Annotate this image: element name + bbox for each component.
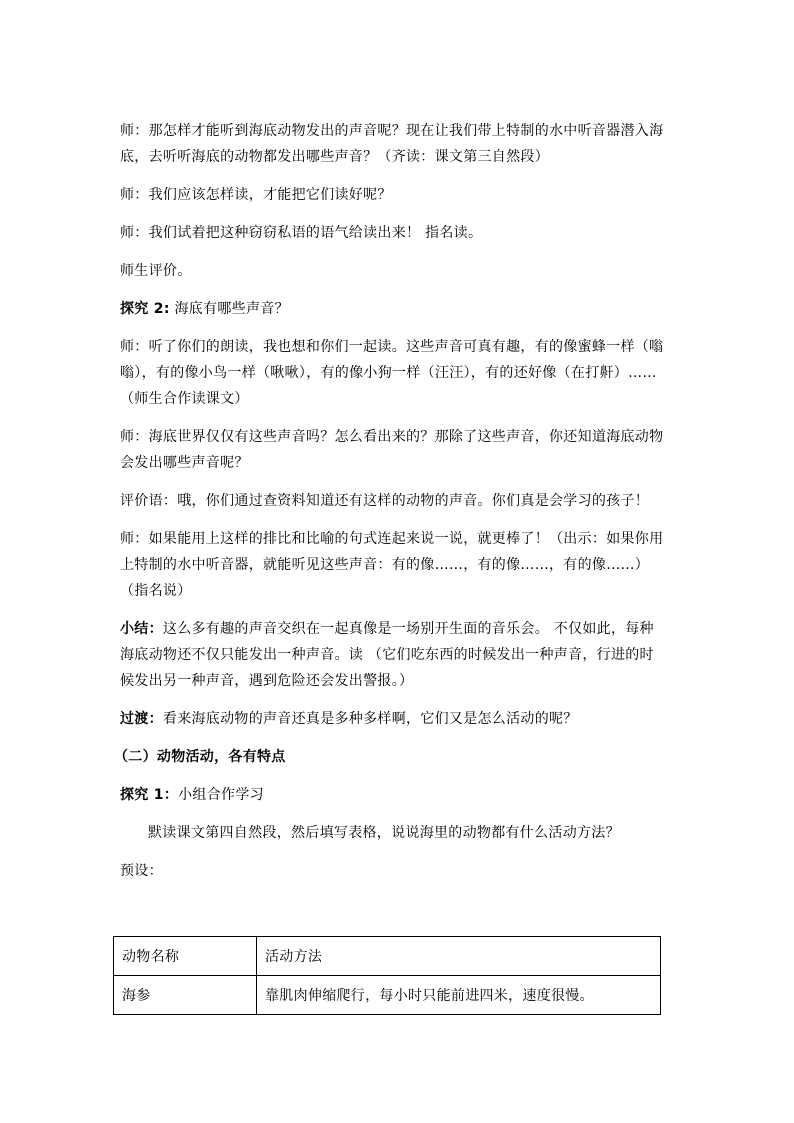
table-cell-animal: 海参 xyxy=(114,976,257,1015)
paragraph-teacher-whisper-tone: 师：我们试着把这种窃窃私语的语气给读出来！ 指名读。 xyxy=(120,225,483,241)
paragraph-evaluation: 师生评价。 xyxy=(120,263,192,279)
explore-1-text: 小组合作学习 xyxy=(178,787,264,803)
paragraph-silent-reading-task: 默读课文第四自然段，然后填写表格，说说海里的动物都有什么活动方法？ xyxy=(148,825,620,841)
paragraph-teacher-other-sounds: 师：海底世界仅仅有这些声音吗？怎么看出来的？那除了这些声音，你还知道海底动物会发出哪些声音呢？ xyxy=(120,429,664,471)
table-header-animal-name: 动物名称 xyxy=(114,937,257,976)
table-cell-method: 靠肌肉伸缩爬行，每小时只能前进四米，速度很慢。 xyxy=(257,976,661,1015)
table-header-activity-method: 活动方法 xyxy=(257,937,661,976)
paragraph-explore-1 xyxy=(120,782,665,808)
transition-label: 过渡： xyxy=(120,711,163,727)
transition-text: 看来海底动物的声音还真是多种多样啊，它们又是怎么活动的呢？ xyxy=(162,711,578,727)
table-row xyxy=(114,976,661,1015)
paragraph-evaluation-words: 评价语：哦，你们通过查资料知道还有这样的动物的声音。你们真是会学习的孩子！ xyxy=(120,493,650,509)
animal-activity-table xyxy=(113,936,661,1015)
explore-2-label: 探究 2: xyxy=(120,301,170,317)
summary-text: 这么多有趣的声音交织在一起真像是一场别开生面的音乐会。 不仅如此，每种海底动物还不仅只能发出一种声音。读 （它们吃东西的时候发出一种声音，行进的时候发出另一种声音，遇到危险还会发出警报。） xyxy=(120,621,654,689)
paragraph-teacher-how-to-read: 师：我们应该怎样读，才能把它们读好呢？ xyxy=(120,187,392,203)
paragraph-preset: 预设： xyxy=(120,863,163,879)
table-header-row xyxy=(114,937,661,976)
summary-label: 小结： xyxy=(120,621,163,637)
section-heading-animal-activity: （二）动物活动，各有特点 xyxy=(114,749,286,765)
paragraph-transition xyxy=(120,706,665,732)
document-body xyxy=(114,118,665,896)
paragraph-summary xyxy=(120,616,665,694)
paragraph-teacher-read-together: 师：听了你们的朗读，我也想和你们一起读。这些声音可真有趣，有的像蜜蜂一样（嗡嗡），有的像小鸟一样（啾啾），有的像小狗一样（汪汪），有的还好像（在打鼾）……（师生合作读课文） xyxy=(120,339,664,407)
paragraph-explore-2 xyxy=(120,296,665,322)
explore-1-label: 探究 1： xyxy=(120,787,179,803)
paragraph-teacher-parallelism: 师：如果能用上这样的排比和比喻的句式连起来说一说，就更棒了！（出示：如果你用上特制的水中听音器，就能听见这些声音：有的像……，有的像……，有的像……）（指名说） xyxy=(120,531,664,599)
paragraph-teacher-question-hydrophone: 师：那怎样才能听到海底动物发出的声音呢？现在让我们带上特制的水中听音器潜入海底，去听听海底的动物都发出哪些声音？（齐读：课文第三自然段） xyxy=(120,123,664,165)
explore-2-text: 海底有哪些声音？ xyxy=(169,301,289,317)
